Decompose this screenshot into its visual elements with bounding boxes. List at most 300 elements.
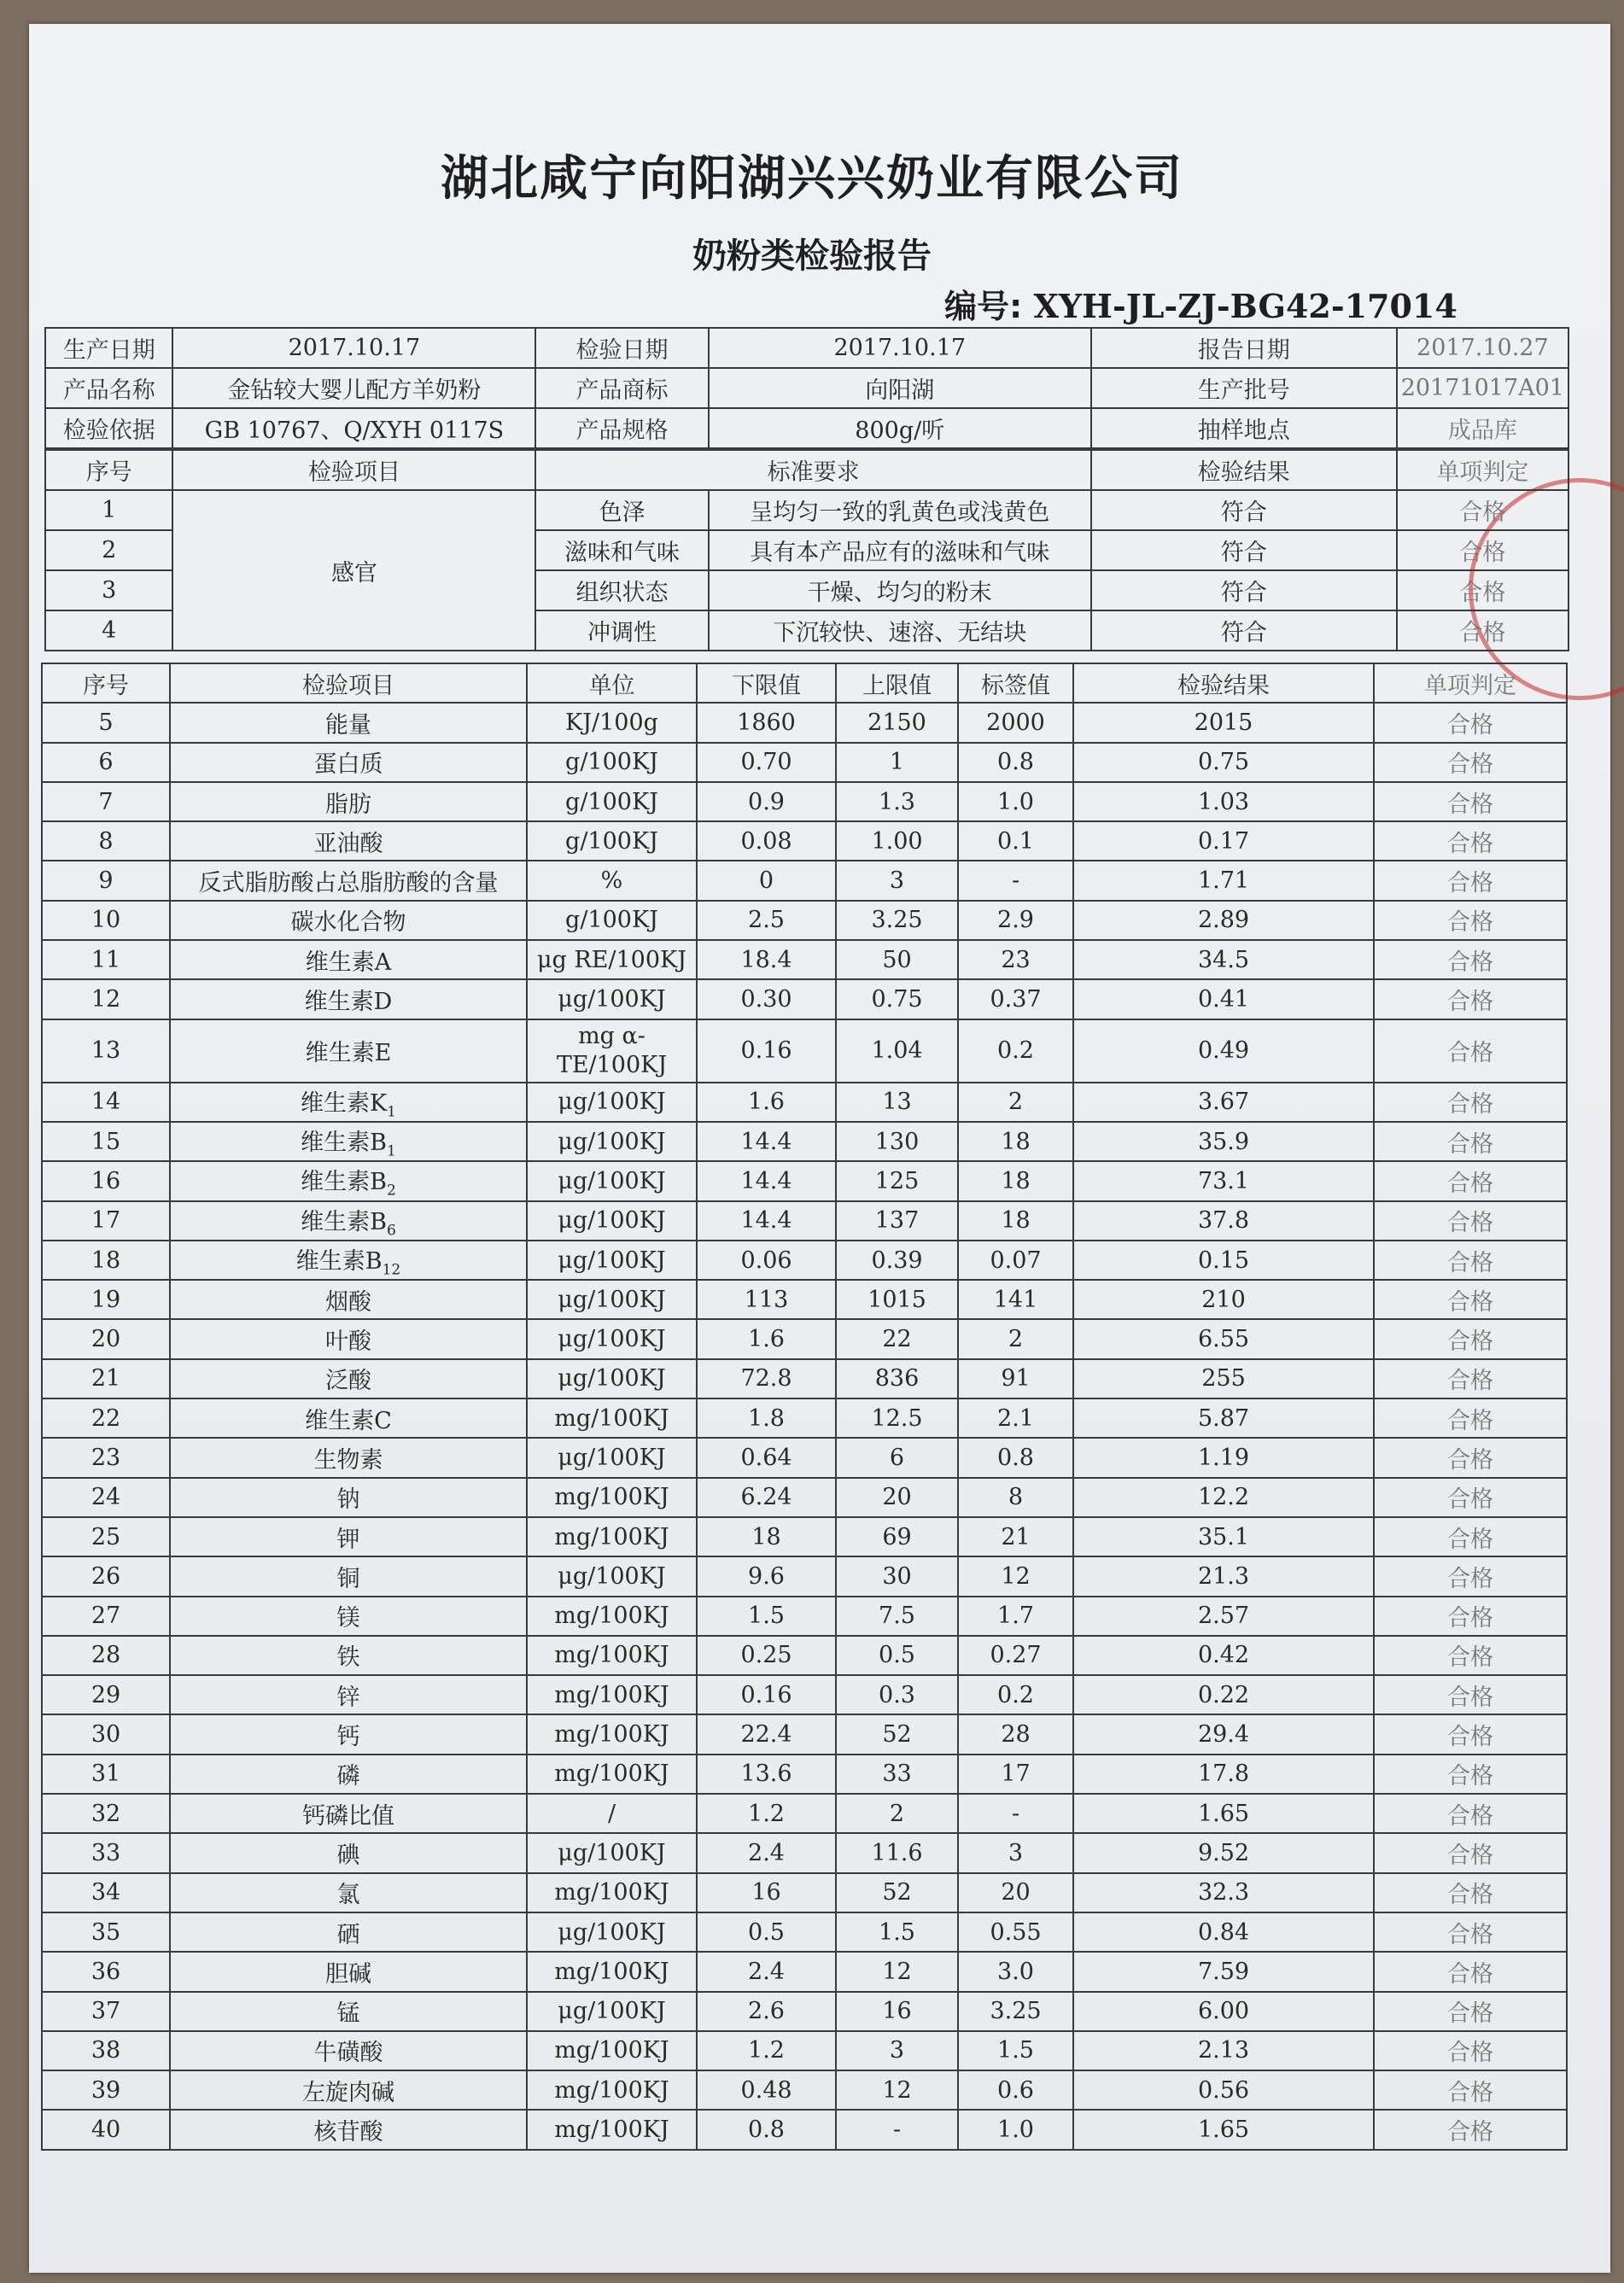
spec-value: 800g/听	[709, 408, 1091, 448]
info-row	[45, 328, 1569, 368]
nutrient-item-name: 胆碱	[325, 1960, 371, 1988]
lower-limit: 0.30	[697, 979, 836, 1019]
nutrient-row	[42, 1833, 1567, 1872]
label-value: 141	[958, 1280, 1073, 1319]
lower-limit: 9.6	[697, 1556, 836, 1596]
lower-limit: 1.8	[697, 1398, 836, 1438]
row-number: 31	[42, 1755, 170, 1794]
sensory-header-row	[45, 450, 1569, 490]
label-value: 3.25	[958, 1992, 1073, 2031]
standard-requirement: 干燥、均匀的粉末	[709, 570, 1091, 610]
nutrient-row	[42, 782, 1567, 821]
unit: μg/100KJ	[527, 1319, 697, 1358]
test-result: 符合	[1091, 570, 1397, 610]
test-result: 9.52	[1073, 1833, 1374, 1872]
nutrient-row	[42, 1359, 1567, 1398]
nutrient-item	[170, 861, 527, 900]
judgement: 合格	[1374, 1556, 1567, 1596]
judgement: 合格	[1374, 1319, 1567, 1358]
nutrient-row	[42, 1952, 1567, 1991]
judgement: 合格	[1374, 1019, 1567, 1083]
lower-limit: 18.4	[697, 940, 836, 979]
row-number: 17	[42, 1201, 170, 1241]
upper-limit: 16	[836, 1992, 958, 2031]
row-number: 21	[42, 1359, 170, 1398]
unit: g/100KJ	[527, 901, 697, 940]
label-value: 0.8	[958, 743, 1073, 782]
upper-limit: 20	[836, 1478, 958, 1517]
nutrient-row	[42, 940, 1567, 979]
nutrient-item-name: 碘	[336, 1842, 360, 1869]
label-value: 1.0	[958, 2110, 1073, 2149]
test-result: 0.17	[1073, 821, 1374, 861]
test-result: 1.71	[1073, 861, 1374, 900]
sensory-rows	[45, 490, 1569, 651]
upper-limit: 11.6	[836, 1833, 958, 1872]
test-result: 0.22	[1073, 1675, 1374, 1714]
test-result: 6.55	[1073, 1319, 1374, 1358]
judgement: 合格	[1374, 1755, 1567, 1794]
row-number: 12	[42, 979, 170, 1019]
nutrient-item-name: 生物素	[313, 1446, 383, 1474]
test-result: 0.49	[1073, 1019, 1374, 1083]
sample-location-label: 抽样地点	[1091, 408, 1397, 448]
nutrient-item-name: 泛酸	[325, 1368, 371, 1395]
col-header-judgement: 单项判定	[1397, 450, 1569, 490]
upper-limit: 1.04	[836, 1019, 958, 1083]
col-header-judgement: 单项判定	[1374, 663, 1567, 703]
sensory-row	[45, 490, 1569, 530]
company-name: 湖北咸宁向阳湖兴兴奶业有限公司	[441, 151, 1183, 207]
nutrient-item	[170, 940, 527, 979]
upper-limit: 52	[836, 1714, 958, 1754]
row-number: 30	[42, 1714, 170, 1754]
report-date-value: 2017.10.27	[1397, 328, 1569, 368]
judgement: 合格	[1374, 940, 1567, 979]
lower-limit: 1.5	[697, 1597, 836, 1636]
nutrient-table	[41, 663, 1568, 2151]
nutrient-item	[170, 1873, 527, 1912]
row-number: 39	[42, 2070, 170, 2110]
product-name-label: 产品名称	[45, 368, 172, 408]
label-value: 1.7	[958, 1597, 1073, 1636]
judgement: 合格	[1374, 743, 1567, 782]
label-value: 1.0	[958, 782, 1073, 821]
nutrient-item-name: 蛋白质	[313, 751, 383, 779]
label-value: 3.0	[958, 1952, 1073, 1991]
upper-limit: 0.39	[836, 1241, 958, 1280]
label-value: 3	[958, 1833, 1073, 1872]
upper-limit: 3.25	[836, 901, 958, 940]
test-result: 1.19	[1073, 1438, 1374, 1477]
lower-limit: 0.9	[697, 782, 836, 821]
standard-requirement: 具有本产品应有的滋味和气味	[709, 530, 1091, 570]
nutrient-item-name: 左旋肉碱	[302, 2079, 394, 2106]
upper-limit: 22	[836, 1319, 958, 1358]
judgement: 合格	[1374, 1794, 1567, 1833]
sensory-item: 色泽	[535, 490, 708, 530]
test-result: 6.00	[1073, 1992, 1374, 2031]
upper-limit: 12	[836, 1952, 958, 1991]
lower-limit: 1.2	[697, 2031, 836, 2070]
nutrient-item	[170, 1161, 527, 1200]
nutrient-item	[170, 979, 527, 1019]
nutrient-item	[170, 1755, 527, 1794]
sensory-item: 滋味和气味	[535, 530, 708, 570]
nutrient-item	[170, 1319, 527, 1358]
col-header-item: 检验项目	[170, 663, 527, 703]
nutrient-item-name: 反式脂肪酸占总脂肪酸的含量	[198, 870, 499, 897]
unit: μg/100KJ	[527, 1083, 697, 1122]
label-value: 23	[958, 940, 1073, 979]
row-number: 2	[45, 530, 172, 570]
prod-date-label: 生产日期	[45, 328, 172, 368]
nutrient-row	[42, 1912, 1567, 1952]
label-value: 2000	[958, 703, 1073, 742]
row-number: 35	[42, 1912, 170, 1952]
batch-value: 20171017A01	[1397, 368, 1569, 408]
document-number	[944, 280, 1458, 327]
upper-limit: 1.3	[836, 782, 958, 821]
nutrient-rows	[42, 703, 1567, 2149]
upper-limit: 0.75	[836, 979, 958, 1019]
lower-limit: 1.2	[697, 1794, 836, 1833]
nutrient-item-name: 锌	[336, 1684, 360, 1711]
nutrient-item	[170, 901, 527, 940]
lower-limit: 2.4	[697, 1833, 836, 1872]
upper-limit: 7.5	[836, 1597, 958, 1636]
lower-limit: 0.16	[697, 1675, 836, 1714]
nutrient-row	[42, 1636, 1567, 1675]
upper-limit: 12	[836, 2070, 958, 2110]
label-value: 0.2	[958, 1675, 1073, 1714]
nutrient-item-name: 维生素C	[305, 1407, 392, 1434]
nutrient-item	[170, 1398, 527, 1438]
row-number: 4	[45, 610, 172, 651]
nutrient-item-name: 维生素E	[305, 1040, 392, 1067]
nutrient-item-name: 铜	[336, 1565, 360, 1592]
nutrient-item-subscript: 12	[382, 1261, 401, 1279]
judgement: 合格	[1374, 1873, 1567, 1912]
nutrient-row	[42, 1280, 1567, 1319]
test-result: 3.67	[1073, 1083, 1374, 1122]
nutrient-item-subscript: 6	[387, 1221, 396, 1239]
unit: μg/100KJ	[527, 1201, 697, 1241]
unit: mg α-TE/100KJ	[527, 1019, 697, 1083]
unit: μg/100KJ	[527, 1241, 697, 1280]
judgement: 合格	[1374, 2110, 1567, 2149]
lower-limit: 0.08	[697, 821, 836, 861]
unit: mg/100KJ	[527, 1952, 697, 1991]
upper-limit: 3	[836, 2031, 958, 2070]
label-value: 17	[958, 1755, 1073, 1794]
upper-limit: 12.5	[836, 1398, 958, 1438]
upper-limit: 52	[836, 1873, 958, 1912]
judgement: 合格	[1374, 1992, 1567, 2031]
lower-limit: 18	[697, 1517, 836, 1556]
unit: mg/100KJ	[527, 1517, 697, 1556]
unit: mg/100KJ	[527, 1597, 697, 1636]
nutrient-item	[170, 2031, 527, 2070]
nutrient-row	[42, 703, 1567, 742]
lower-limit: 2.6	[697, 1992, 836, 2031]
row-number: 29	[42, 1675, 170, 1714]
label-value: 18	[958, 1161, 1073, 1200]
nutrient-item-name: 硒	[336, 1921, 360, 1948]
row-number: 5	[42, 703, 170, 742]
test-result: 35.1	[1073, 1517, 1374, 1556]
spec-label: 产品规格	[535, 408, 708, 448]
judgement: 合格	[1374, 1636, 1567, 1675]
test-result: 1.65	[1073, 1794, 1374, 1833]
nutrient-row	[42, 1992, 1567, 2031]
lower-limit: 0.70	[697, 743, 836, 782]
label-value: 8	[958, 1478, 1073, 1517]
nutrient-item	[170, 1714, 527, 1754]
row-number: 18	[42, 1241, 170, 1280]
upper-limit: 50	[836, 940, 958, 979]
nutrient-item-name: 维生素B	[301, 1169, 387, 1196]
nutrient-item-name: 维生素D	[304, 989, 393, 1016]
row-number: 15	[42, 1122, 170, 1161]
nutrient-row	[42, 1398, 1567, 1438]
nutrient-item-subscript: 1	[387, 1103, 396, 1121]
nutrient-item	[170, 743, 527, 782]
label-value: 21	[958, 1517, 1073, 1556]
nutrient-row	[42, 1556, 1567, 1596]
col-header-result: 检验结果	[1091, 450, 1397, 490]
upper-limit: 1015	[836, 1280, 958, 1319]
test-result: 12.2	[1073, 1478, 1374, 1517]
upper-limit: 130	[836, 1122, 958, 1161]
nutrient-row	[42, 1201, 1567, 1241]
nutrient-item	[170, 1438, 527, 1477]
label-value: 28	[958, 1714, 1073, 1754]
upper-limit: 13	[836, 1083, 958, 1122]
label-value: 20	[958, 1873, 1073, 1912]
sensory-table	[44, 449, 1569, 651]
nutrient-item-name: 核苷酸	[313, 2119, 383, 2146]
judgement: 合格	[1397, 570, 1569, 610]
row-number: 36	[42, 1952, 170, 1991]
lower-limit: 6.24	[697, 1478, 836, 1517]
unit: g/100KJ	[527, 782, 697, 821]
upper-limit: 33	[836, 1755, 958, 1794]
test-result: 37.8	[1073, 1201, 1374, 1241]
row-number: 14	[42, 1083, 170, 1122]
col-header-unit: 单位	[527, 663, 697, 703]
lower-limit: 1.6	[697, 1083, 836, 1122]
nutrient-item-name: 钠	[336, 1486, 360, 1514]
nutrient-row	[42, 1517, 1567, 1556]
test-result: 0.84	[1073, 1912, 1374, 1952]
test-result: 0.41	[1073, 979, 1374, 1019]
unit: μg/100KJ	[527, 1556, 697, 1596]
nutrient-row	[42, 821, 1567, 861]
test-result: 2.57	[1073, 1597, 1374, 1636]
sensory-category: 感官	[172, 490, 535, 651]
batch-label: 生产批号	[1091, 368, 1397, 408]
test-result: 17.8	[1073, 1755, 1374, 1794]
nutrient-item-subscript: 1	[387, 1142, 396, 1160]
nutrient-item-name: 钙磷比值	[302, 1802, 394, 1830]
col-header-label-value: 标签值	[958, 663, 1073, 703]
report-date-label: 报告日期	[1091, 328, 1397, 368]
nutrient-item-name: 维生素B	[295, 1247, 383, 1275]
test-result: 34.5	[1073, 940, 1374, 979]
label-value: 2.1	[958, 1398, 1073, 1438]
unit: μg/100KJ	[527, 1122, 697, 1161]
judgement: 合格	[1374, 1478, 1567, 1517]
row-number: 22	[42, 1398, 170, 1438]
lower-limit: 0.8	[697, 2110, 836, 2149]
row-number: 8	[42, 821, 170, 861]
label-value: 0.27	[958, 1636, 1073, 1675]
test-result: 符合	[1091, 490, 1397, 530]
prod-date-value: 2017.10.17	[172, 328, 535, 368]
test-result: 2.13	[1073, 2031, 1374, 2070]
judgement: 合格	[1374, 2070, 1567, 2110]
col-header-no: 序号	[42, 663, 170, 703]
lower-limit: 1.6	[697, 1319, 836, 1358]
lower-limit: 2.5	[697, 901, 836, 940]
test-result: 1.03	[1073, 782, 1374, 821]
unit: mg/100KJ	[527, 1675, 697, 1714]
unit: mg/100KJ	[527, 1873, 697, 1912]
unit: mg/100KJ	[527, 1755, 697, 1794]
nutrient-row	[42, 1873, 1567, 1912]
standard-requirement: 呈均匀一致的乳黄色或浅黄色	[709, 490, 1091, 530]
label-value: 0.1	[958, 821, 1073, 861]
row-number: 27	[42, 1597, 170, 1636]
test-result: 5.87	[1073, 1398, 1374, 1438]
document-number-value: XYH-JL-ZJ-BG42-17014	[1033, 287, 1458, 325]
unit: /	[527, 1794, 697, 1833]
test-result: 符合	[1091, 530, 1397, 570]
row-number: 6	[42, 743, 170, 782]
label-value: 0.07	[958, 1241, 1073, 1280]
upper-limit: -	[836, 2110, 958, 2149]
row-number: 20	[42, 1319, 170, 1358]
label-value: -	[958, 861, 1073, 900]
nutrient-row	[42, 1122, 1567, 1161]
nutrient-row	[42, 1597, 1567, 1636]
nutrient-item-name: 碳水化合物	[290, 909, 406, 937]
row-number: 16	[42, 1161, 170, 1200]
nutrient-item	[170, 1083, 527, 1122]
judgement: 合格	[1374, 1359, 1567, 1398]
nutrient-item	[170, 1833, 527, 1872]
lower-limit: 0.16	[697, 1019, 836, 1083]
label-value: 0.37	[958, 979, 1073, 1019]
nutrient-row	[42, 1083, 1567, 1122]
lower-limit: 0	[697, 861, 836, 900]
header-info-table	[44, 327, 1569, 449]
unit: μg/100KJ	[527, 1833, 697, 1872]
unit: μg/100KJ	[527, 1912, 697, 1952]
lower-limit: 0.5	[697, 1912, 836, 1952]
unit: mg/100KJ	[527, 2070, 697, 2110]
brand-value: 向阳湖	[709, 368, 1091, 408]
upper-limit: 0.3	[836, 1675, 958, 1714]
nutrient-item-name: 牛磺酸	[313, 2040, 383, 2067]
judgement: 合格	[1374, 1833, 1567, 1872]
nutrient-item	[170, 2110, 527, 2149]
unit: μg/100KJ	[527, 1280, 697, 1319]
row-number: 37	[42, 1992, 170, 2031]
unit: μg/100KJ	[527, 979, 697, 1019]
nutrient-item-name: 钾	[336, 1526, 360, 1553]
judgement: 合格	[1397, 490, 1569, 530]
unit: μg RE/100KJ	[527, 940, 697, 979]
judgement: 合格	[1374, 1083, 1567, 1122]
nutrient-item	[170, 1359, 527, 1398]
lower-limit: 13.6	[697, 1755, 836, 1794]
nutrient-item	[170, 1201, 527, 1241]
test-result: 29.4	[1073, 1714, 1374, 1754]
nutrient-item-name: 维生素B	[301, 1129, 387, 1156]
row-number: 32	[42, 1794, 170, 1833]
judgement: 合格	[1374, 1517, 1567, 1556]
upper-limit: 30	[836, 1556, 958, 1596]
nutrient-item-name: 叶酸	[325, 1328, 371, 1356]
nutrient-item-name: 钙	[336, 1724, 360, 1751]
judgement: 合格	[1374, 2031, 1567, 2070]
nutrient-row	[42, 1794, 1567, 1833]
row-number: 40	[42, 2110, 170, 2149]
unit: μg/100KJ	[527, 1161, 697, 1200]
nutrient-item	[170, 1675, 527, 1714]
unit: mg/100KJ	[527, 2031, 697, 2070]
sample-location-value: 成品库	[1397, 408, 1569, 448]
lower-limit: 2.4	[697, 1952, 836, 1991]
judgement: 合格	[1397, 610, 1569, 651]
nutrient-row	[42, 979, 1567, 1019]
judgement: 合格	[1374, 861, 1567, 900]
judgement: 合格	[1374, 821, 1567, 861]
nutrient-item	[170, 1952, 527, 1991]
row-number: 28	[42, 1636, 170, 1675]
label-value: 2	[958, 1083, 1073, 1122]
upper-limit: 0.5	[836, 1636, 958, 1675]
row-number: 33	[42, 1833, 170, 1872]
lower-limit: 1860	[697, 703, 836, 742]
test-result: 符合	[1091, 610, 1397, 651]
judgement: 合格	[1374, 1280, 1567, 1319]
row-number: 23	[42, 1438, 170, 1477]
nutrient-row	[42, 2110, 1567, 2149]
judgement: 合格	[1397, 530, 1569, 570]
label-value: 0.6	[958, 2070, 1073, 2110]
nutrient-item	[170, 1517, 527, 1556]
judgement: 合格	[1374, 1438, 1567, 1477]
test-result: 1.65	[1073, 2110, 1374, 2149]
nutrient-item	[170, 1794, 527, 1833]
lower-limit: 22.4	[697, 1714, 836, 1754]
unit: %	[527, 861, 697, 900]
nutrient-item-name: 铁	[336, 1644, 360, 1672]
nutrient-row	[42, 1019, 1567, 1083]
basis-value: GB 10767、Q/XYH 0117S	[172, 408, 535, 448]
col-header-min: 下限值	[697, 663, 836, 703]
col-header-result: 检验结果	[1073, 663, 1374, 703]
nutrient-header-row	[42, 663, 1567, 703]
row-number: 13	[42, 1019, 170, 1083]
test-result: 0.42	[1073, 1636, 1374, 1675]
unit: mg/100KJ	[527, 1478, 697, 1517]
col-header-requirement: 标准要求	[535, 450, 1091, 490]
upper-limit: 6	[836, 1438, 958, 1477]
